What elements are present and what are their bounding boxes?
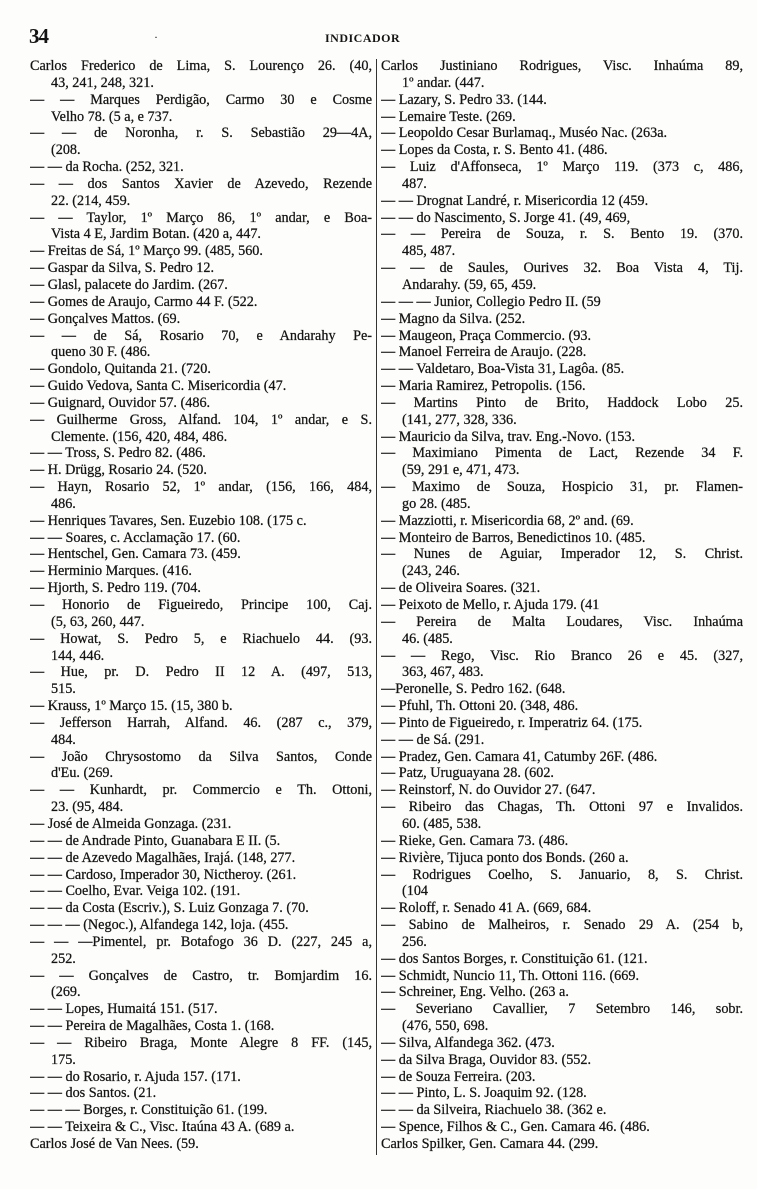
entry-line: — Roloff, r. Senado 41 A. (669, 684.: [381, 900, 592, 917]
page-number: 34: [29, 24, 48, 48]
entry-line: — Rivière, Tijuca ponto dos Bonds. (260 a.: [381, 849, 629, 866]
directory-entry: [30, 1035, 372, 1069]
entry-line: — Gomes de Araujo, Carmo 44 F. (522.: [30, 293, 258, 310]
entry-line: Carlos Justiniano Rodrigues, Visc. Inhaúma 89,: [381, 58, 743, 74]
directory-entry: [381, 765, 743, 782]
directory-entry: [30, 1069, 372, 1086]
entry-continuation-line: (104: [402, 883, 429, 900]
directory-entry: [381, 328, 743, 345]
directory-entry: [381, 749, 743, 766]
entry-continuation-line: (243, 246.: [402, 563, 460, 580]
directory-entry: [381, 1136, 743, 1153]
directory-entry: [30, 1018, 372, 1035]
entry-line: — Gonçalves Mattos. (69.: [30, 310, 181, 327]
entry-line: — — Pereira de Magalhães, Costa 1. (168.: [30, 1018, 275, 1035]
entry-line: — — do Rosario, r. Ajuda 157. (171.: [30, 1068, 241, 1085]
directory-entry: [30, 159, 372, 176]
directory-entry: [30, 900, 372, 917]
directory-entry: [30, 395, 372, 412]
directory-entry: [381, 1052, 743, 1069]
directory-entry: [30, 294, 372, 311]
entry-line: — — — Borges, r. Constituição 61. (199.: [30, 1102, 268, 1119]
entry-line: — Mazziotti, r. Misericordia 68, 2º and. (69.: [381, 512, 634, 529]
entry-line: — Monteiro de Barros, Benedictinos 10. (485.: [381, 529, 646, 546]
directory-entry: [381, 681, 743, 698]
entry-line: — — do Nascimento, S. Jorge 41. (49, 469,: [381, 209, 631, 226]
directory-entry: [381, 378, 743, 395]
entry-continuation-line: 43, 241, 248, 321.: [51, 74, 154, 91]
entry-line: — — Taylor, 1º Março 86, 1º andar, e Boa-: [30, 209, 372, 226]
directory-entry: [381, 395, 743, 429]
directory-entry: [30, 361, 372, 378]
directory-entry: [381, 698, 743, 715]
entry-continuation-line: 363, 467, 483.: [402, 664, 484, 681]
entry-line: — Pinto de Figueiredo, r. Imperatriz 64. (175.: [381, 714, 643, 731]
directory-entry: [30, 1119, 372, 1136]
entry-continuation-line: 484.: [51, 731, 76, 748]
entry-line: — — dos Santos Xavier de Azevedo, Rezende: [30, 175, 372, 192]
entry-continuation-line: Clemente. (156, 420, 484, 486.: [51, 428, 228, 445]
entry-continuation-line: (269.: [51, 984, 81, 1001]
entry-line: — — Rego, Visc. Rio Branco 26 e 45. (327,: [381, 647, 743, 664]
entry-continuation-line: 515.: [51, 681, 76, 698]
entry-line: — — Gonçalves de Castro, tr. Bomjardim 16.: [30, 967, 372, 984]
directory-entry: [381, 1119, 743, 1136]
entry-line: — — Teixeira & C., Visc. Itaúna 43 A. (689 a.: [30, 1119, 295, 1136]
entry-line: — Rieke, Gen. Camara 73. (486.: [381, 832, 569, 849]
directory-entry: [30, 597, 372, 631]
entry-line: — — de Sá, Rosario 70, e Andarahy Pe-: [30, 327, 372, 344]
directory-entry: [381, 294, 743, 311]
entry-continuation-line: (59, 291 e, 471, 473.: [402, 462, 520, 479]
directory-entry: [30, 479, 372, 513]
directory-entry: [30, 513, 372, 530]
entry-continuation-line: 22. (214, 459.: [51, 192, 131, 209]
directory-entry: [381, 445, 743, 479]
entry-line: — Honorio de Figueiredo, Principe 100, Caj.: [30, 597, 372, 613]
print-speck: ·: [154, 30, 158, 44]
entry-line: — — de Saules, Ourives 32. Boa Vista 4, Tij.: [381, 260, 743, 277]
directory-entry: [30, 92, 372, 126]
entry-continuation-line: (141, 277, 328, 336.: [402, 411, 517, 428]
entry-line: — Hjorth, S. Pedro 119. (704.: [30, 580, 201, 597]
directory-entry: [381, 1085, 743, 1102]
directory-entry: [30, 867, 372, 884]
entry-line: — Freitas de Sá, 1º Março 99. (485, 560.: [30, 243, 263, 260]
directory-entry: [30, 210, 372, 244]
entry-line: — — Kunhardt, pr. Commercio e Th. Ottoni,: [30, 782, 372, 799]
entry-line: —Peronelle, S. Pedro 162. (648.: [381, 681, 566, 698]
entry-line: — — Ribeiro Braga, Monte Alegre 8 FF. (145,: [30, 1034, 372, 1051]
entry-line: — — Cardoso, Imperador 30, Nictheroy. (261.: [30, 866, 297, 883]
entry-line: — Peixoto de Mello, r. Ajuda 179. (41: [381, 597, 600, 613]
directory-entry: [381, 260, 743, 294]
entry-continuation-line: queno 30 F. (486.: [51, 344, 151, 361]
directory-entry: [30, 563, 372, 580]
directory-entry: [30, 412, 372, 446]
entry-line: — dos Santos Borges, r. Constituição 61. (121.: [381, 950, 648, 967]
entry-continuation-line: 144, 446.: [51, 647, 105, 664]
entry-continuation-line: (208.: [51, 142, 81, 159]
entry-line: — — — Junior, Collegio Pedro II. (59: [381, 293, 601, 310]
entry-line: — — Pinto, L. S. Joaquim 92. (128.: [381, 1085, 587, 1102]
directory-entry: [30, 664, 372, 698]
directory-entry: [381, 1035, 743, 1052]
directory-entry: [381, 900, 743, 917]
entry-line: — Patz, Uruguayana 28. (602.: [381, 765, 554, 782]
directory-entry: [381, 159, 743, 193]
entry-line: — Hentschel, Gen. Camara 73. (459.: [30, 546, 241, 563]
entry-line: Carlos Frederico de Lima, S. Lourenço 26. (40,: [30, 58, 372, 74]
entry-continuation-line: 175.: [51, 1051, 76, 1068]
directory-entry: [381, 1069, 743, 1086]
entry-line: — Spence, Filhos & C., Gen. Camara 46. (486.: [381, 1119, 650, 1136]
directory-entry: [30, 277, 372, 294]
entry-line: — — Soares, c. Acclamação 17. (60.: [30, 529, 241, 546]
entry-line: — — Pereira de Souza, r. S. Bento 19. (370.: [381, 226, 743, 243]
entry-continuation-line: 60. (485, 538.: [402, 815, 482, 832]
directory-entry: [381, 597, 743, 614]
entry-line: — Guido Vedova, Santa C. Misericordia (47.: [30, 378, 287, 395]
directory-entry: [30, 328, 372, 362]
entry-line: — — de Azevedo Magalhães, Irajá. (148, 277.: [30, 849, 296, 866]
directory-entry: [381, 429, 743, 446]
directory-entry: [381, 917, 743, 951]
entry-line: — Lemaire Teste. (269.: [381, 108, 516, 125]
entry-line: — H. Drügg, Rosario 24. (520.: [30, 462, 207, 479]
entry-line: — Magno da Silva. (252.: [381, 310, 526, 327]
running-title: INDICADOR: [325, 31, 401, 45]
directory-entry: [30, 883, 372, 900]
entry-line: — Lazary, S. Pedro 33. (144.: [381, 91, 547, 108]
directory-entry: [30, 546, 372, 563]
directory-entry: [381, 648, 743, 682]
directory-entry: [381, 984, 743, 1001]
entry-line: — — de Sá. (291.: [381, 731, 485, 748]
directory-entry: [30, 58, 372, 92]
entry-line: — Guignard, Ouvidor 57. (486.: [30, 394, 211, 411]
entry-line: — Henriques Tavares, Sen. Euzebio 108. (175 c.: [30, 512, 307, 529]
entry-line: — Herminio Marques. (416.: [30, 563, 192, 580]
entry-line: — — Lopes, Humaitá 151. (517.: [30, 1001, 218, 1018]
directory-entry: [30, 833, 372, 850]
entry-line: — José de Almeida Gonzaga. (231.: [30, 815, 232, 832]
directory-entry: [30, 1085, 372, 1102]
directory-entry: [30, 1102, 372, 1119]
left-column: [30, 58, 372, 1153]
directory-entry: [381, 361, 743, 378]
directory-entry: [30, 580, 372, 597]
directory-entry: [381, 210, 743, 227]
entry-continuation-line: 486.: [51, 495, 76, 512]
entry-line: — Maximo de Souza, Hospicio 31, pr. Flamen-: [381, 479, 743, 496]
entry-line: — Reinstorf, N. do Ouvidor 27. (647.: [381, 782, 596, 799]
column-divider: [376, 59, 377, 1155]
entry-line: — da Silva Braga, Ouvidor 83. (552.: [381, 1051, 592, 1068]
entry-continuation-line: Vista 4 E, Jardim Botan. (420 a, 447.: [51, 226, 261, 243]
entry-line: — Schmidt, Nuncio 11, Th. Ottoni 116. (669.: [381, 967, 639, 984]
entry-line: — Gaspar da Silva, S. Pedro 12.: [30, 260, 215, 277]
directory-entry: [30, 782, 372, 816]
entry-continuation-line: (5, 63, 260, 447.: [51, 613, 145, 630]
entry-line: — Pfuhl, Th. Ottoni 20. (348, 486.: [381, 698, 579, 715]
entry-line: — — Marques Perdigão, Carmo 30 e Cosme: [30, 91, 372, 108]
entry-line: — — de Andrade Pinto, Guanabara E II. (5.: [30, 832, 281, 849]
directory-entry: [30, 917, 372, 934]
entry-line: — — dos Santos. (21.: [30, 1085, 157, 1102]
directory-entry: [381, 614, 743, 648]
entry-line: — — Coelho, Evar. Veiga 102. (191.: [30, 883, 241, 900]
entry-line: — Krauss, 1º Março 15. (15, 380 b.: [30, 698, 233, 715]
entry-continuation-line: 252.: [51, 950, 76, 967]
entry-continuation-line: 485, 487.: [402, 243, 456, 260]
entry-line: — Ribeiro das Chagas, Th. Ottoni 97 e Invalidos.: [381, 799, 743, 816]
entry-line: — Lopes da Costa, r. S. Bento 41. (486.: [381, 142, 608, 159]
entry-line: — de Souza Ferreira. (203.: [381, 1068, 536, 1085]
directory-entry: [381, 109, 743, 126]
entry-continuation-line: (476, 550, 698.: [402, 1018, 489, 1035]
entry-line: — — da Silveira, Riachuelo 38. (362 e.: [381, 1102, 607, 1119]
directory-entry: [30, 462, 372, 479]
directory-entry: [381, 799, 743, 833]
entry-continuation-line: Andarahy. (59, 65, 459.: [402, 276, 537, 293]
directory-entry: [381, 782, 743, 799]
entry-line: — Hue, pr. D. Pedro II 12 A. (497, 513,: [30, 664, 372, 681]
entry-line: — Hayn, Rosario 52, 1º andar, (156, 166, 484,: [30, 479, 372, 496]
entry-line: — Pradez, Gen. Camara 41, Catumby 26F. (486.: [381, 748, 658, 765]
directory-entry: [381, 513, 743, 530]
directory-entry: [30, 631, 372, 665]
directory-entry: [381, 867, 743, 901]
entry-line: — de Oliveira Soares. (321.: [381, 580, 541, 597]
entry-line: — — Drognat Landré, r. Misericordia 12 (459.: [381, 192, 649, 209]
directory-entry: [381, 546, 743, 580]
entry-line: — Rodrigues Coelho, S. Januario, 8, S. Christ.: [381, 866, 743, 883]
directory-entry: [30, 243, 372, 260]
entry-line: — Glasl, palacete do Jardim. (267.: [30, 276, 228, 293]
entry-continuation-line: 487.: [402, 175, 427, 192]
directory-entry: [381, 479, 743, 513]
directory-entry: [30, 176, 372, 210]
directory-entry: [30, 1001, 372, 1018]
directory-entry: [381, 142, 743, 159]
entry-line: — Sabino de Malheiros, r. Senado 29 A. (254 b,: [381, 917, 743, 934]
entry-line: — Nunes de Aguiar, Imperador 12, S. Christ.: [381, 546, 743, 563]
entry-line: — Martins Pinto de Brito, Haddock Lobo 25.: [381, 394, 743, 411]
directory-entry: [30, 445, 372, 462]
right-column: [381, 58, 743, 1153]
entry-line: — — da Rocha. (252, 321.: [30, 159, 184, 176]
entry-line: — Maria Ramirez, Petropolis. (156.: [381, 378, 586, 395]
entry-line: — Maugeon, Praça Commercio. (93.: [381, 327, 591, 344]
entry-continuation-line: go 28. (485.: [402, 495, 471, 512]
directory-entry: [381, 92, 743, 109]
directory-entry: [381, 311, 743, 328]
directory-entry: [381, 833, 743, 850]
entry-line: — Silva, Alfandega 362. (473.: [381, 1034, 555, 1051]
directory-entry: [30, 715, 372, 749]
entry-line: — Severiano Cavallier, 7 Setembro 146, sobr.: [381, 1001, 743, 1018]
entry-line: — — Tross, S. Pedro 82. (486.: [30, 445, 206, 462]
directory-entry: [381, 951, 743, 968]
directory-entry: [30, 934, 372, 968]
entry-line: — Gondolo, Quitanda 21. (720.: [30, 361, 211, 378]
directory-entry: [30, 816, 372, 833]
directory-entry: [30, 311, 372, 328]
directory-entry: [381, 715, 743, 732]
entry-continuation-line: 1º andar. (447.: [402, 74, 485, 91]
directory-entry: [30, 698, 372, 715]
directory-entry: [381, 58, 743, 92]
entry-line: — Pereira de Malta Loudares, Visc. Inhaúma: [381, 613, 743, 630]
entry-line: — Schreiner, Eng. Velho. (263 a.: [381, 984, 569, 1001]
directory-entry: [381, 125, 743, 142]
entry-line: — Mauricio da Silva, trav. Eng.-Novo. (153.: [381, 428, 636, 445]
directory-entry: [30, 1136, 372, 1153]
entry-line: — Luiz d'Affonseca, 1º Março 119. (373 c, 486,: [381, 159, 743, 176]
entry-line: — — Valdetaro, Boa-Vista 31, Lagôa. (85.: [381, 361, 625, 378]
entry-line: — — da Costa (Escriv.), S. Luiz Gonzaga 7. (70.: [30, 900, 309, 917]
entry-line: — Leopoldo Cesar Burlamaq., Muséo Nac. (263a.: [381, 125, 668, 142]
entry-line: — — de Noronha, r. S. Sebastião 29—4A,: [30, 125, 372, 142]
directory-entry: [30, 749, 372, 783]
directory-entry: [381, 530, 743, 547]
directory-entry: [381, 226, 743, 260]
entry-line: — Maximiano Pimenta de Lact, Rezende 34 F.: [381, 445, 743, 462]
entry-continuation-line: 23. (95, 484.: [51, 799, 124, 816]
directory-entry: [381, 344, 743, 361]
entry-line: — — —Pimentel, pr. Botafogo 36 D. (227, 245 a,: [30, 933, 372, 950]
entry-line: — Manoel Ferreira de Araujo. (228.: [381, 344, 587, 361]
directory-entry: [30, 850, 372, 867]
entry-line: — Guilherme Gross, Alfand. 104, 1º andar, e S.: [30, 411, 372, 428]
entry-line: — — — (Negoc.), Alfandega 142, loja. (455.: [30, 917, 289, 934]
entry-line: Carlos José de Van Nees. (59.: [30, 1136, 199, 1152]
entry-line: — Jefferson Harrah, Alfand. 46. (287 c., 379,: [30, 714, 372, 731]
entry-continuation-line: 46. (485.: [402, 630, 453, 647]
entry-continuation-line: 256.: [402, 933, 427, 950]
directory-entry: [381, 1001, 743, 1035]
entry-line: — Howat, S. Pedro 5, e Riachuelo 44. (93.: [30, 630, 372, 647]
directory-entry: [381, 1102, 743, 1119]
entry-line: — João Chrysostomo da Silva Santos, Conde: [30, 748, 372, 765]
directory-entry: [30, 378, 372, 395]
directory-entry: [30, 260, 372, 277]
directory-entry: [381, 193, 743, 210]
directory-entry: [381, 580, 743, 597]
directory-entry: [381, 968, 743, 985]
entry-continuation-line: Velho 78. (5 a, e 737.: [51, 108, 173, 125]
entry-continuation-line: d'Eu. (269.: [51, 765, 114, 782]
entry-line: Carlos Spilker, Gen. Camara 44. (299.: [381, 1136, 599, 1152]
directory-entry: [30, 530, 372, 547]
directory-entry: [381, 732, 743, 749]
directory-entry: [381, 850, 743, 867]
directory-entry: [30, 968, 372, 1002]
directory-entry: [30, 125, 372, 159]
